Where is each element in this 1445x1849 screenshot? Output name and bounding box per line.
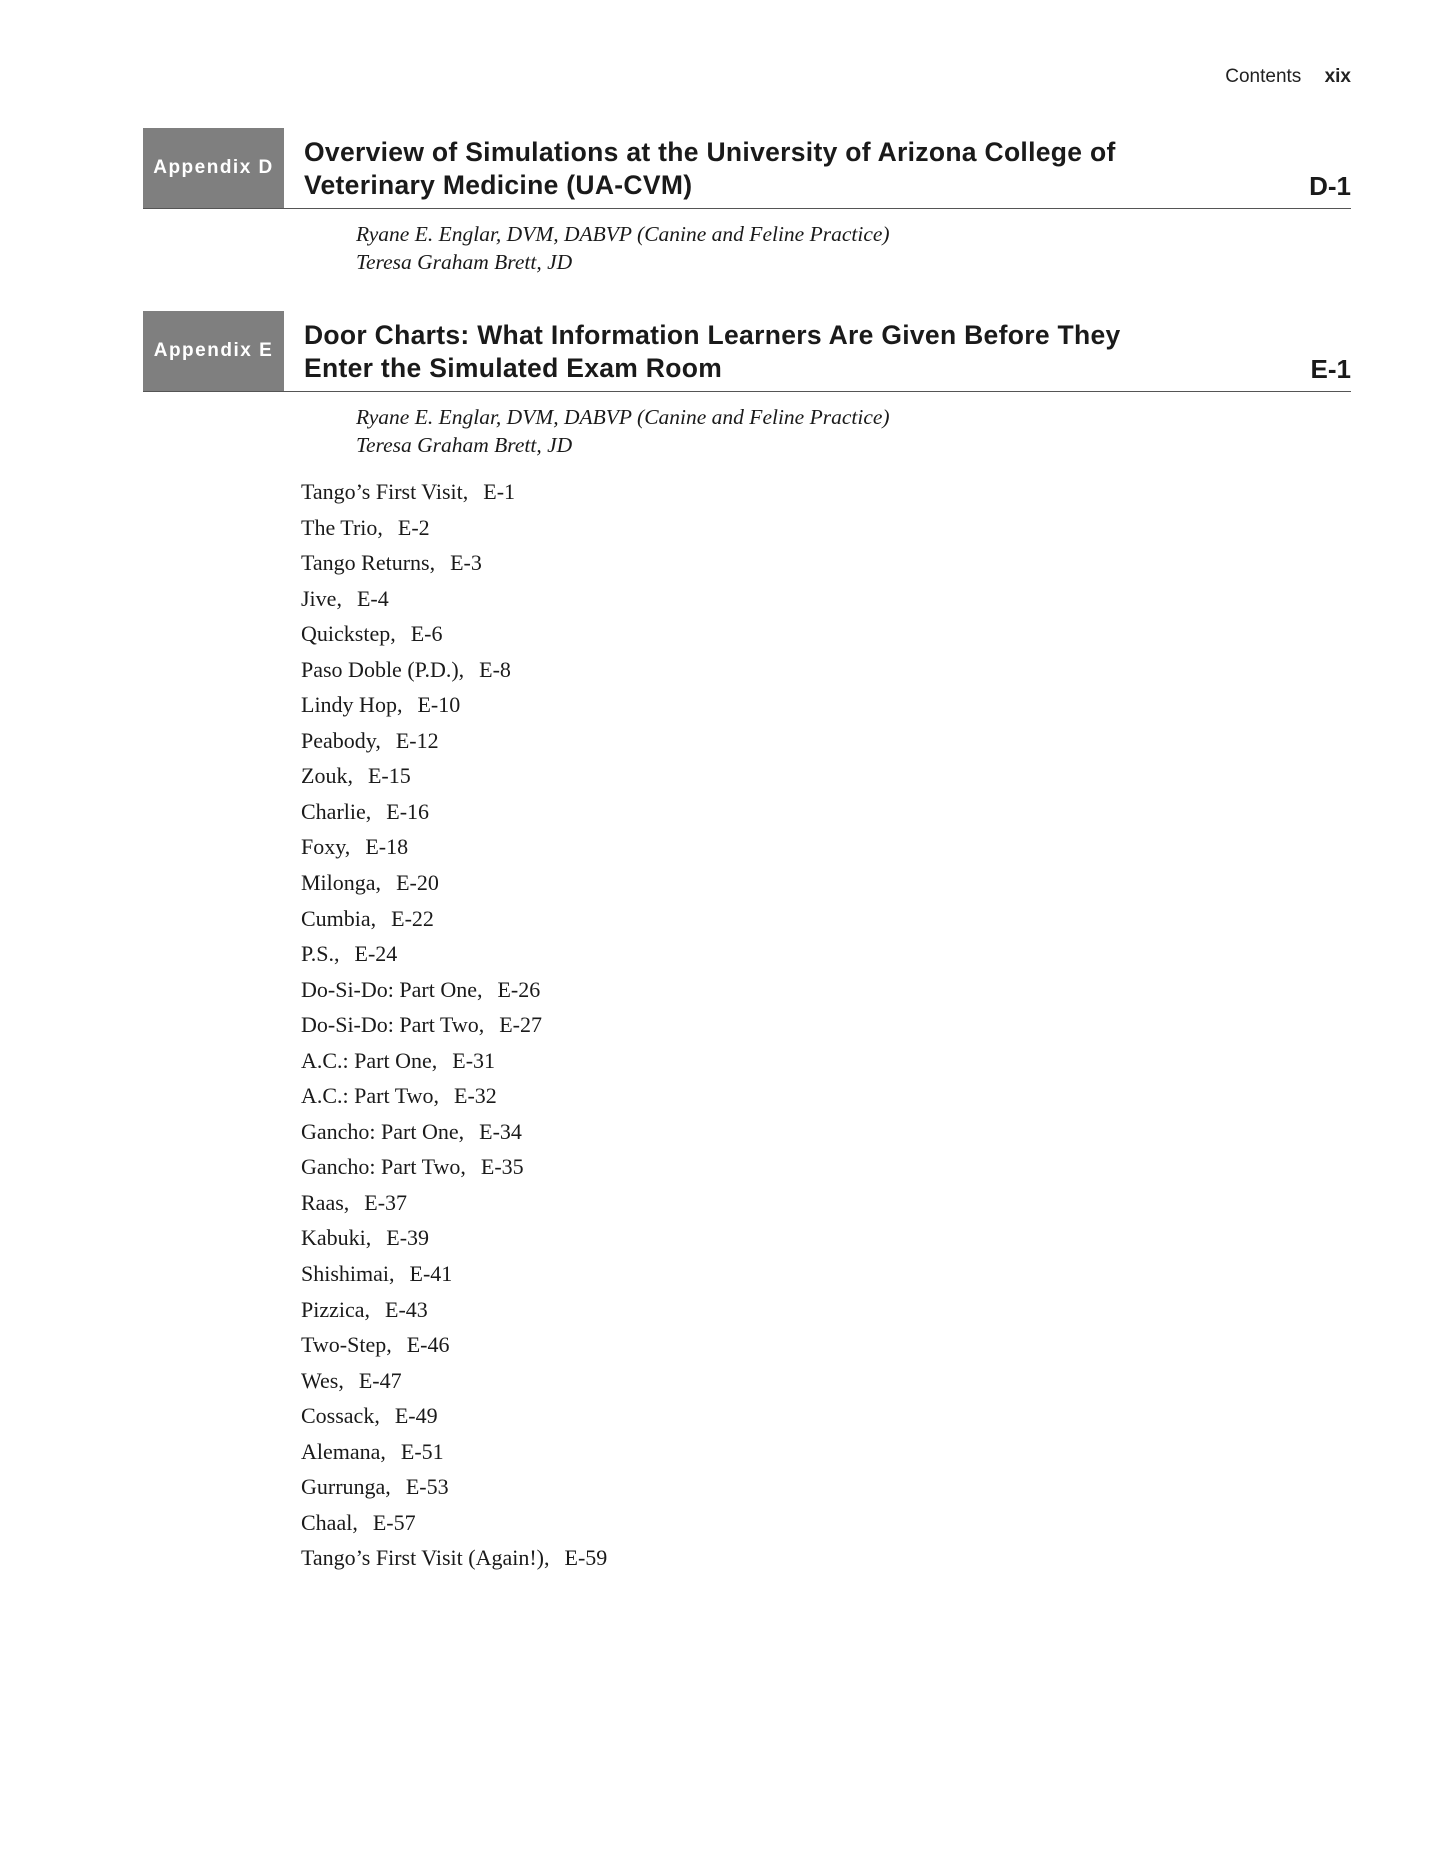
toc-entry-page-number: E-57 — [372, 1509, 416, 1535]
toc-entry[interactable] — [301, 581, 607, 617]
toc-entry-title: Charlie, — [301, 798, 372, 824]
toc-entry[interactable] — [301, 1292, 607, 1328]
toc-entry-title: Chaal, — [301, 1509, 358, 1535]
toc-entry-page-number: E-18 — [365, 834, 409, 860]
appendix-d-tab: Appendix D — [143, 128, 284, 208]
toc-entry[interactable] — [301, 1185, 607, 1221]
appendix-e-tab: Appendix E — [143, 311, 284, 391]
toc-entry[interactable] — [301, 1114, 607, 1150]
toc-entry-title: Tango’s First Visit, — [301, 479, 469, 504]
toc-entry-title: Milonga, — [301, 870, 382, 896]
toc-entry-page-number: E-27 — [499, 1012, 542, 1038]
toc-entry[interactable] — [301, 687, 607, 723]
toc-entry-page-number: E-8 — [479, 656, 511, 682]
toc-entry[interactable] — [301, 474, 607, 510]
toc-entry[interactable] — [301, 1363, 607, 1399]
toc-entry-title: Alemana, — [301, 1438, 386, 1464]
toc-entry-title: Do-Si-Do: Part One, — [301, 976, 483, 1002]
toc-entry-title: Gurrunga, — [301, 1474, 391, 1500]
toc-entry-page-number: E-2 — [397, 514, 430, 540]
toc-entry-page-number: E-32 — [454, 1083, 497, 1109]
appendix-d-title-line-1: Overview of Simulations at the University of Arizona College of — [304, 137, 1116, 167]
toc-entry-page-number: E-26 — [497, 976, 541, 1002]
appendix-e-author-2: Teresa Graham Brett, JD — [356, 433, 573, 457]
toc-entry-title: Peabody, — [301, 727, 381, 753]
toc-entry-title: Gancho: Part Two, — [301, 1154, 466, 1180]
toc-entry-title: Cumbia, — [301, 905, 377, 931]
appendix-d-author-1: Ryane E. Englar, DVM, DABVP (Canine and Feline Practice) — [356, 222, 890, 246]
toc-entry-title: Quickstep, — [301, 621, 396, 647]
toc-entry-title: Foxy, — [301, 834, 351, 860]
toc-entry-title: Two-Step, — [301, 1332, 392, 1358]
toc-entry-page-number: E-10 — [417, 692, 461, 718]
toc-entry-page-number: E-31 — [452, 1047, 496, 1073]
appendix-d-header[interactable] — [143, 128, 1351, 209]
toc-entry[interactable] — [301, 1434, 607, 1470]
toc-entry[interactable] — [301, 616, 607, 652]
appendix-e-section — [143, 311, 1351, 459]
running-head — [1225, 66, 1351, 88]
appendix-e-title-line-2: Enter the Simulated Exam Room — [304, 353, 723, 383]
toc-entry-page-number: E-53 — [405, 1474, 449, 1500]
appendix-d-authors — [356, 220, 1351, 276]
toc-entry-title: P.S., — [301, 941, 340, 967]
toc-entry[interactable] — [301, 1078, 607, 1114]
appendix-d-section — [143, 128, 1351, 276]
appendix-e-author-1: Ryane E. Englar, DVM, DABVP (Canine and Feline Practice) — [356, 405, 890, 429]
toc-entry[interactable] — [301, 1505, 607, 1541]
toc-entry-page-number: E-51 — [400, 1438, 444, 1464]
toc-entry[interactable] — [301, 1007, 607, 1043]
toc-entry-page-number: E-34 — [479, 1118, 522, 1144]
toc-entry[interactable] — [301, 758, 607, 794]
toc-entry-page-number: E-59 — [564, 1545, 608, 1571]
toc-entry-title: Paso Doble (P.D.), — [301, 656, 465, 682]
toc-entry-title: Cossack, — [301, 1403, 380, 1429]
toc-entry-page-number: E-3 — [450, 550, 482, 576]
toc-entry-title: A.C.: Part Two, — [301, 1083, 440, 1109]
toc-entry[interactable] — [301, 1398, 607, 1434]
toc-entry-page-number: E-20 — [396, 870, 439, 896]
toc-entry[interactable] — [301, 865, 607, 901]
toc-entry-page-number: E-22 — [391, 905, 434, 931]
appendix-e-authors — [356, 403, 1351, 459]
appendix-e-title — [304, 319, 1204, 385]
toc-entry-page-number: E-12 — [395, 727, 439, 753]
appendix-d-author-2: Teresa Graham Brett, JD — [356, 250, 573, 274]
toc-entry-page-number: E-49 — [394, 1403, 438, 1429]
appendix-e-title-line-1: Door Charts: What Information Learners Are Given Before They — [304, 320, 1121, 350]
toc-entry-title: The Trio, — [301, 514, 383, 540]
running-head-label: Contents — [1225, 66, 1302, 87]
toc-entry-page-number: E-47 — [358, 1367, 402, 1393]
appendix-d-page-number: D-1 — [1309, 171, 1351, 201]
running-head-page-number: xix — [1324, 66, 1351, 87]
toc-entry-title: Tango’s First Visit (Again!), — [301, 1545, 550, 1571]
toc-entry[interactable] — [301, 1469, 607, 1505]
toc-entry-page-number: E-24 — [354, 941, 398, 967]
toc-entry[interactable] — [301, 901, 607, 937]
toc-entry-title: Gancho: Part One, — [301, 1118, 465, 1144]
toc-entry-title: Lindy Hop, — [301, 692, 403, 718]
toc-entry-page-number: E-35 — [480, 1154, 524, 1180]
appendix-e-page-number: E-1 — [1310, 354, 1351, 384]
appendix-d-title — [304, 136, 1204, 202]
toc-entry-title: Tango Returns, — [301, 550, 436, 576]
toc-entry[interactable] — [301, 794, 607, 830]
toc-entry[interactable] — [301, 1043, 607, 1079]
appendix-e-header[interactable] — [143, 311, 1351, 392]
toc-entry[interactable] — [301, 936, 607, 972]
toc-entry[interactable] — [301, 1256, 607, 1292]
toc-entry[interactable] — [301, 723, 607, 759]
toc-entry[interactable] — [301, 972, 607, 1008]
toc-entry-title: Shishimai, — [301, 1261, 395, 1287]
toc-entry[interactable] — [301, 1327, 607, 1363]
toc-entry-page-number: E-4 — [356, 585, 389, 611]
toc-entry-title: A.C.: Part One, — [301, 1047, 438, 1073]
toc-entry[interactable] — [301, 1540, 607, 1576]
toc-entry-page-number: E-41 — [409, 1261, 453, 1287]
toc-entry-page-number: E-43 — [385, 1296, 428, 1322]
toc-entry[interactable] — [301, 652, 607, 688]
door-chart-entry-list — [301, 474, 607, 1576]
toc-entry-page-number: E-16 — [386, 798, 430, 824]
toc-entry-page-number: E-46 — [406, 1332, 450, 1358]
toc-entry-page-number: E-1 — [483, 479, 516, 504]
toc-entry-page-number: E-15 — [367, 763, 411, 789]
toc-entry-title: Kabuki, — [301, 1225, 372, 1251]
toc-entry-title: Wes, — [301, 1367, 344, 1393]
toc-entry-title: Jive, — [301, 585, 342, 611]
toc-entry-title: Do-Si-Do: Part Two, — [301, 1012, 485, 1038]
toc-entry-title: Raas, — [301, 1189, 350, 1215]
appendix-d-title-line-2: Veterinary Medicine (UA-CVM) — [304, 170, 693, 200]
toc-entry-page-number: E-39 — [386, 1225, 430, 1251]
toc-entry[interactable] — [301, 545, 607, 581]
toc-entry[interactable] — [301, 510, 607, 546]
toc-entry-page-number: E-37 — [364, 1189, 408, 1215]
toc-entry[interactable] — [301, 829, 607, 865]
toc-entry-title: Pizzica, — [301, 1296, 371, 1322]
toc-entry-page-number: E-6 — [410, 621, 443, 647]
toc-entry[interactable] — [301, 1220, 607, 1256]
toc-entry-title: Zouk, — [301, 763, 353, 789]
toc-entry[interactable] — [301, 1149, 607, 1185]
